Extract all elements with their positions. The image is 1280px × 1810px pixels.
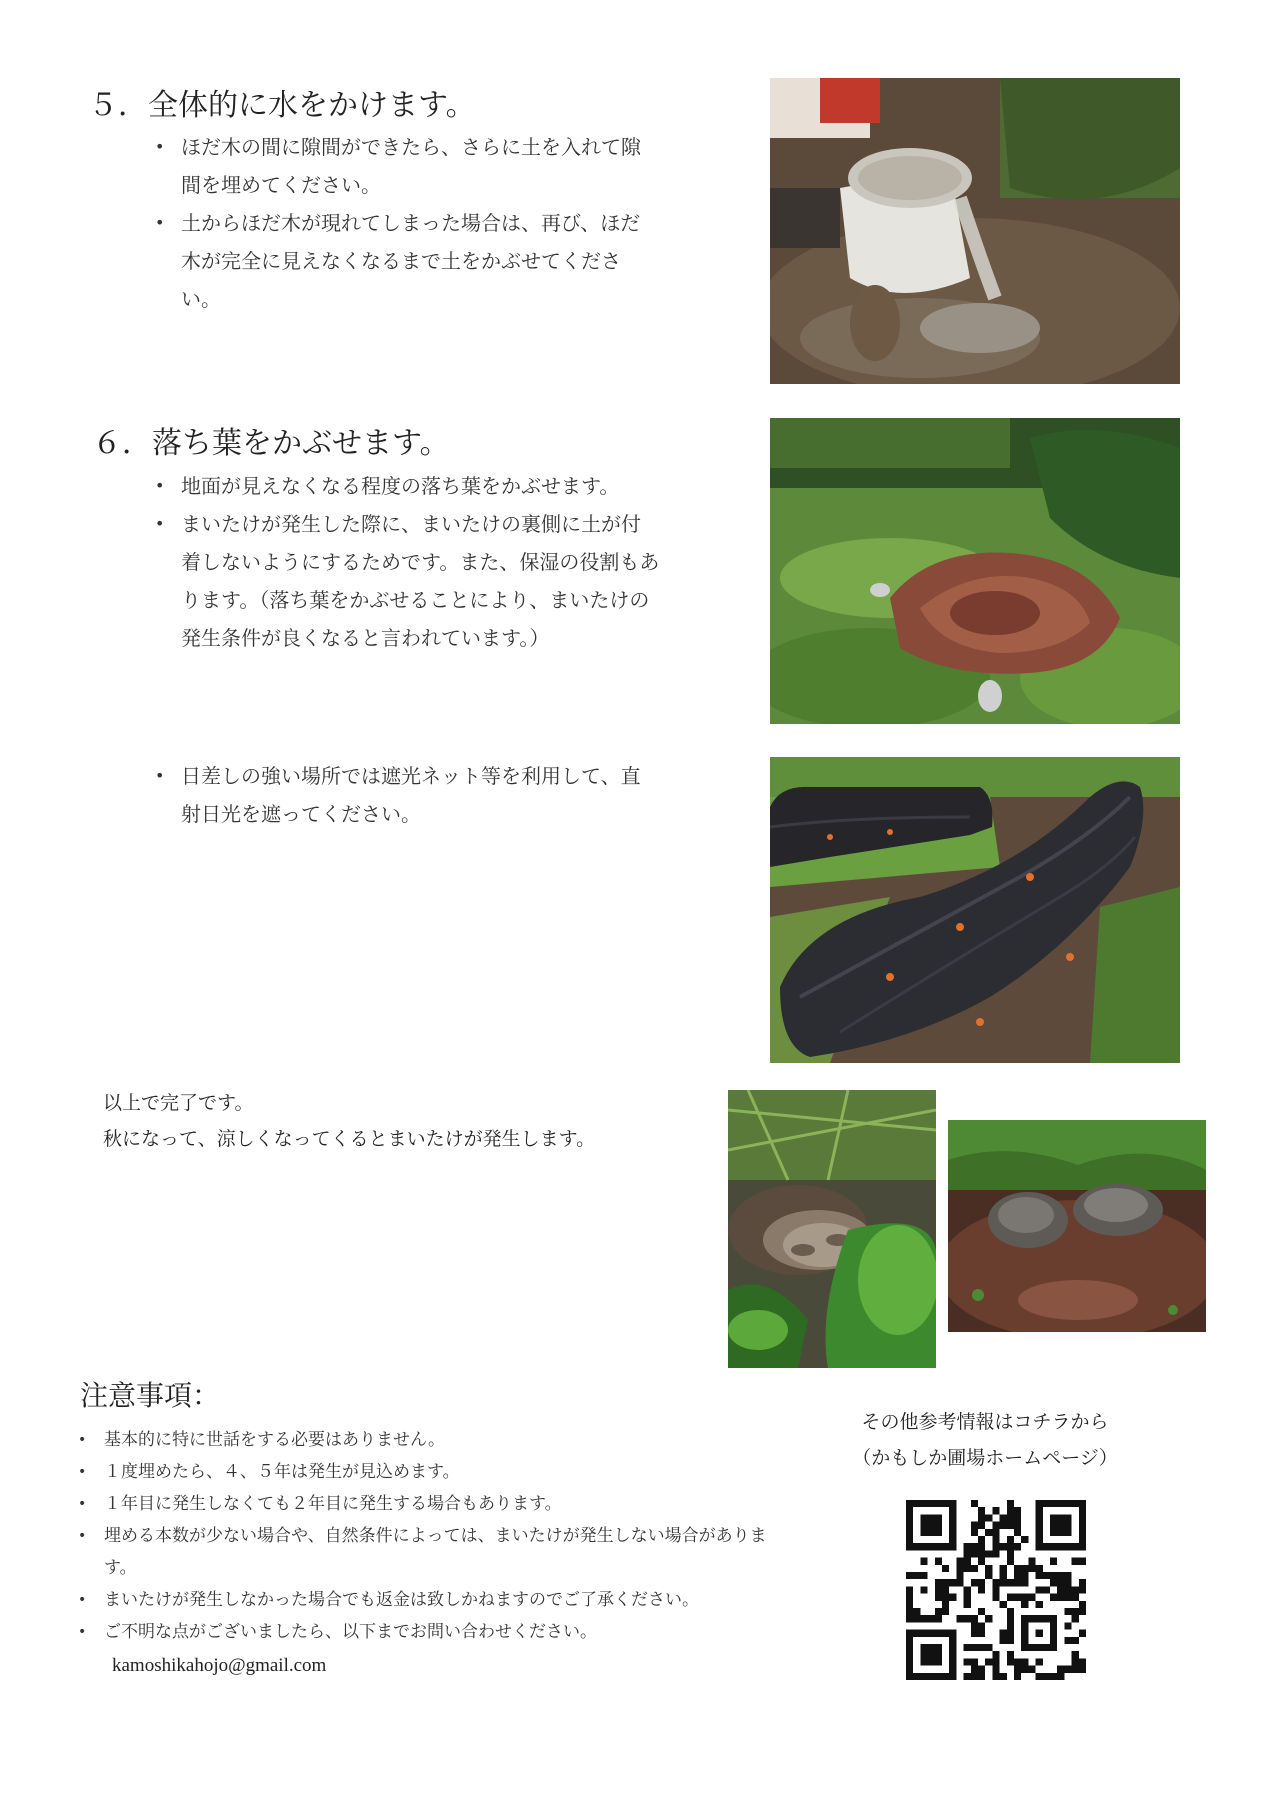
step6-extra-bullet-1: • 日差しの強い場所では遮光ネット等を利用して、直射日光を遮ってください。	[155, 757, 660, 833]
reference-text	[840, 1404, 1130, 1476]
contact-email[interactable]: kamoshikahojo@gmail.com	[112, 1655, 327, 1676]
step5-title: ５．全体的に水をかけます。	[88, 88, 476, 123]
photo-watering	[770, 78, 1180, 384]
qr-code[interactable]	[906, 1500, 1086, 1680]
step5-bullet-1: • ほだ木の間に隙間ができたら、さらに土を入れて隙間を埋めてください。	[155, 128, 660, 204]
note-6: • ご不明な点がございましたら、以下までお問い合わせください。	[78, 1616, 798, 1648]
note-4: • 埋める本数が少ない場合や、自然条件によっては、まいたけが発生しない場合があります。	[78, 1520, 798, 1584]
notes-bullets	[78, 1424, 798, 1648]
step6-extra-bullets	[155, 757, 660, 833]
completion-line-2: 秋になって、涼しくなってくるとまいたけが発生します。	[103, 1128, 596, 1150]
note-2: • １度埋めたら、４、５年は発生が見込めます。	[78, 1456, 798, 1488]
photo-maitake-1	[728, 1090, 936, 1368]
step6-title: ６．落ち葉をかぶせます。	[92, 426, 450, 461]
reference-line-1: その他参考情報はコチラから	[861, 1411, 1109, 1433]
step5-bullet-2: • 土からほだ木が現れてしまった場合は、再び、ほだ木が完全に見えなくなるまで土をかぶせてください。	[155, 204, 660, 318]
completion-line-1: 以上で完了です。	[103, 1092, 254, 1114]
note-1: • 基本的に特に世話をする必要はありません。	[78, 1424, 798, 1456]
step6-bullets	[155, 467, 660, 657]
note-5: • まいたけが発生しなかった場合でも返金は致しかねますのでご了承ください。	[78, 1584, 798, 1616]
step6-bullet-2: • まいたけが発生した際に、まいたけの裏側に土が付着しないようにするためです。また、保湿の役割もあります。（落ち葉をかぶせることにより、まいたけの発生条件が良くなると言われています。）	[155, 505, 660, 657]
photo-maitake-2	[948, 1120, 1206, 1332]
step5-bullets	[155, 128, 660, 318]
completion-text	[103, 1085, 703, 1157]
reference-line-2: （かもしか圃場ホームページ）	[852, 1447, 1118, 1469]
photo-shade-net	[770, 757, 1180, 1063]
note-3: • １年目に発生しなくても２年目に発生する場合もあります。	[78, 1488, 798, 1520]
notes-title: 注意事項：	[80, 1379, 221, 1412]
step6-bullet-1: • 地面が見えなくなる程度の落ち葉をかぶせます。	[155, 467, 660, 505]
photo-fallen-leaves	[770, 418, 1180, 724]
